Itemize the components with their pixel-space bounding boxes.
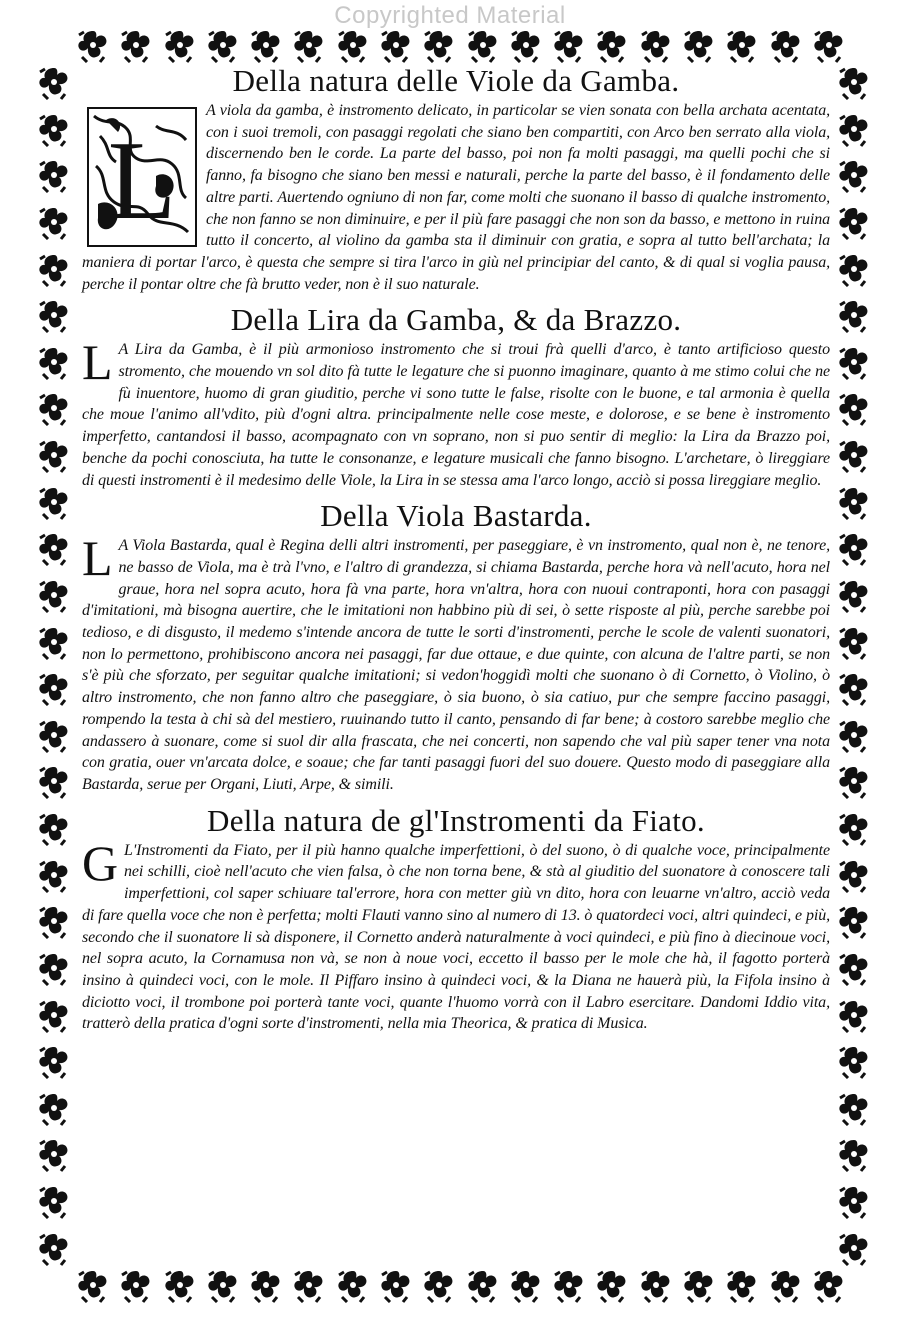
ornate-initial-icon [86, 106, 198, 248]
ornament-icon [837, 812, 871, 846]
ornament-icon [379, 29, 413, 63]
ornament-icon [37, 346, 71, 380]
ornament-icon [292, 29, 326, 63]
ornament-icon [837, 1138, 871, 1172]
section-body: A Lira da Gamba, è il più armonioso instromento che si troui frà quelli d'arco, è tanto artificioso questo stromento, che mouendo vn sol dito fà tutte le legature che si puonno imaginare, quanto à me stimo colui che ne fù inuentore, huomo di gran giuditio, perche vi sono tutte le false, risolte con le buone, e tal armonia è quella che moue l'animo all'vdito, più d'ogni altra. principalmente nelle cose meste, e dolorose, e se bene è instromento imperfetto, cantandosi il basso, acompagnato con vn soprano, non si puo sentir di meglio: la Lira da Brazzo poi, benche da pochi conosciuta, ha tutte le consonanze, e legature musicali che fanno bisogno. L'archetare, ò lireggiare di questi instromenti è il medesimo delle Viole, la Lira in se stessa ama l'arco longo, acciò si possa lireggiare meglio. [82, 341, 830, 489]
ornament-icon [292, 1269, 326, 1303]
ornament-icon [466, 29, 500, 63]
ornament-icon [336, 29, 370, 63]
ornament-icon [37, 905, 71, 939]
ornament-icon [837, 1092, 871, 1126]
ornament-icon [163, 1269, 197, 1303]
ornament-icon [37, 1092, 71, 1126]
ornament-icon [37, 486, 71, 520]
ornament-icon [837, 299, 871, 333]
ornament-icon [837, 486, 871, 520]
ornament-icon [37, 812, 71, 846]
ornament-icon [837, 719, 871, 753]
section-lira-da-gamba [82, 301, 830, 491]
ornament-icon [37, 253, 71, 287]
ornament-icon [37, 999, 71, 1033]
ornament-icon [37, 1045, 71, 1079]
ornament-icon [837, 159, 871, 193]
section-text [82, 334, 830, 491]
ornament-icon [639, 1269, 673, 1303]
ornament-icon [336, 1269, 370, 1303]
ornament-icon [37, 113, 71, 147]
section-body: L'Instromenti da Fiato, per il più hanno qualche imperfettioni, ò del suono, ò di qualche voce, principalmente nei schilli, cioè nell'acuto che vien falsa, ò che non torna bene, & stà al giuditio del suonatore à conoscere tali imperfettioni, col saper schiuare tal'errore, hora con metter giù vn dito, hora con leuarne vn'altro, acciò veda di fare quella voce che non è perfetta; molti Flauti vanno sino al numero di 13. ò quatordeci voci, altri quindeci, e più, secondo che il suonatore li sà disponere, il Cornetto anderà naturalmente à voci quindeci, e più fino à diecinoue voci, nel sopra acuto, la Cornamusa non và, se non à noue voci, eccetto il basso per le mole che hà, il fagotto porterà insino à quindeci voci, con le mole. Il Piffaro insino à quindeci voci, & la Diana ne hauerà più, la Fifola insino à diciotto voci, il trombone poi porterà tante voci, quante l'huomo vorrà con il Labro esercitare. Dandomi Iddio vita, tratterò della pratica d'ogni sorte d'instromenti, nella mia Theorica, & pratica di Musica. [82, 841, 830, 1033]
ornament-icon [249, 29, 283, 63]
ornament-icon [725, 29, 759, 63]
ornament-icon [837, 253, 871, 287]
section-heading: Della natura de gl'Instromenti da Fiato. [207, 802, 705, 838]
ornament-icon [812, 1269, 846, 1303]
ornament-icon [552, 29, 586, 63]
ornament-icon [725, 1269, 759, 1303]
section-viola-bastarda [82, 497, 830, 795]
ornament-icon [509, 29, 543, 63]
ornament-icon [639, 29, 673, 63]
ornament-icon [37, 859, 71, 893]
ornament-icon [37, 299, 71, 333]
ornament-icon [422, 1269, 456, 1303]
ornament-icon [837, 346, 871, 380]
ornament-icon [422, 29, 456, 63]
dropcap-letter: G [82, 834, 119, 891]
ornament-icon [163, 29, 197, 63]
ornament-icon [682, 29, 716, 63]
ornament-icon [37, 765, 71, 799]
ornament-icon [837, 392, 871, 426]
ornament-icon [466, 1269, 500, 1303]
ornament-icon [37, 1232, 71, 1266]
ornament-icon [595, 1269, 629, 1303]
ornament-icon [37, 1185, 71, 1219]
ornament-icon [37, 952, 71, 986]
ornament-icon [837, 859, 871, 893]
ornament-icon [837, 206, 871, 240]
dropcap-letter: L [82, 530, 113, 587]
ornament-icon [37, 719, 71, 753]
section-body: A Viola Bastarda, qual è Regina delli altri instromenti, per paseggiare, è vn instromento, qual non è, ne tenore, ne basso de Viola, ma è trà l'vno, e l'altro di grandezza, si chiama Bastarda, perche hora và nell'acuto, hora nel graue, hora nel sopra acuto, hora fà vna parte, hora vn'altra, hora con nuoui contraponti, hora con pasaggi d'imitationi, mà bisogna auertire, che le imitationi non habbino più di sei, ò sette risposte al più, perche sarebbe poi tedioso, e di disgusto, il medemo s'intende ancora de tutte le sorti d'instromenti, perche le scole de valenti suonatori, non lo permettono, prohibiscono ancora nei pasaggi, far due ottaue, e due quinte, con alcuna de l'altre parti, se non s'è più che sforzato, per seguitar qualche imitationi; si vedon'hoggidì molti che suonano ò di Cornetto, ò Violino, ò altro instromento, che non fanno altro che paseggiare, ò sia buono, ò sia catiuo, pur che sempre faccino pasaggi, rompendo la testa à chi sà del mestiero, ruuinando tutto il canto, pensando di far bene; à costoro sarebbe meglio che andassero à suonare, come si suol dir alla frascata, che nei concerti, non sapendo che val più saper tener vna nota con gratia, ouer vn'arcata dolce, e soaue; che far tanti pasaggi fuori del suo douere. Questo modo di paseggiare alla Bastarda, serue per Organi, Liuti, Arpe, & simili. [82, 537, 830, 793]
dropcap-letter: L [107, 119, 177, 243]
ornament-icon [769, 29, 803, 63]
ornament-icon [682, 1269, 716, 1303]
section-heading: Della Viola Bastarda. [320, 498, 592, 534]
ornament-icon [37, 206, 71, 240]
ornament-icon [837, 952, 871, 986]
ornament-icon [206, 1269, 240, 1303]
ornament-icon [837, 765, 871, 799]
ornament-icon [76, 1269, 110, 1303]
ornament-icon [552, 1269, 586, 1303]
ornament-icon [837, 439, 871, 473]
ornament-icon [837, 626, 871, 660]
section-text: A viola da gamba, è instromento delicato, in particolar se vien sonata con bella archata acentata, con i suoi tremoli, con pasaggi regolati che siano ben compartiti, con Arco ben serrato alla viola, discernendo ben le corde. La parte del basso, poi non fa molti pasaggi, ma quelli pochi che si fanno, fa bisogno che siano ben messi e naturali, perche la parte del basso, è il fondamento delle altre parti. Auertendo ogniuno di non far, come molti che suonano il basso di qualche instromento, che non fanno se non diminuire, e per il più fare pasaggi che non son da basso, e mettono in ruina tutto il concerto, al violino da gamba sta il diminuir con gratia, e sopra al tutto bell'archata; la maniera di portar l'arco, è questa che sempre si tira l'arco in giù nel principiar del canto, & di qual si voglia pausa, perche il pontar oltre che fà brutto veder, non è il suo naturale. [82, 102, 830, 293]
ornament-icon [509, 1269, 543, 1303]
section-viole-da-gamba [82, 62, 830, 295]
ornament-icon [595, 29, 629, 63]
ornament-icon [37, 159, 71, 193]
ornament-icon [769, 1269, 803, 1303]
ornament-icon [837, 999, 871, 1033]
ornament-icon [37, 672, 71, 706]
ornament-icon [37, 439, 71, 473]
ornament-icon [37, 66, 71, 100]
section-text [82, 834, 830, 1035]
ornament-icon [837, 1045, 871, 1079]
ornament-icon [837, 579, 871, 613]
ornament-icon [837, 532, 871, 566]
ornament-icon [37, 1138, 71, 1172]
decorative-border-bottom [76, 1266, 846, 1306]
decorative-border-right [836, 66, 872, 1266]
decorative-border-left [36, 66, 72, 1266]
ornament-icon [206, 29, 240, 63]
ornament-icon [837, 113, 871, 147]
ornament-icon [837, 66, 871, 100]
section-text [82, 530, 830, 795]
ornament-icon [37, 626, 71, 660]
ornament-icon [812, 29, 846, 63]
ornament-icon [837, 1232, 871, 1266]
ornament-icon [37, 579, 71, 613]
ornament-icon [379, 1269, 413, 1303]
ornament-icon [37, 532, 71, 566]
ornament-icon [837, 905, 871, 939]
section-heading: Della Lira da Gamba, & da Brazzo. [230, 302, 682, 338]
page-body [82, 60, 830, 1035]
ornament-icon [837, 1185, 871, 1219]
ornament-icon [249, 1269, 283, 1303]
ornament-icon [37, 392, 71, 426]
section-instromenti-da-fiato [82, 802, 830, 1035]
ornament-icon [119, 29, 153, 63]
ornament-icon [119, 1269, 153, 1303]
dropcap-letter: L [82, 334, 113, 391]
copyright-watermark: Copyrighted Material [334, 2, 566, 29]
section-heading: Della natura delle Viole da Gamba. [232, 63, 680, 98]
ornament-icon [837, 672, 871, 706]
ornament-icon [76, 29, 110, 63]
